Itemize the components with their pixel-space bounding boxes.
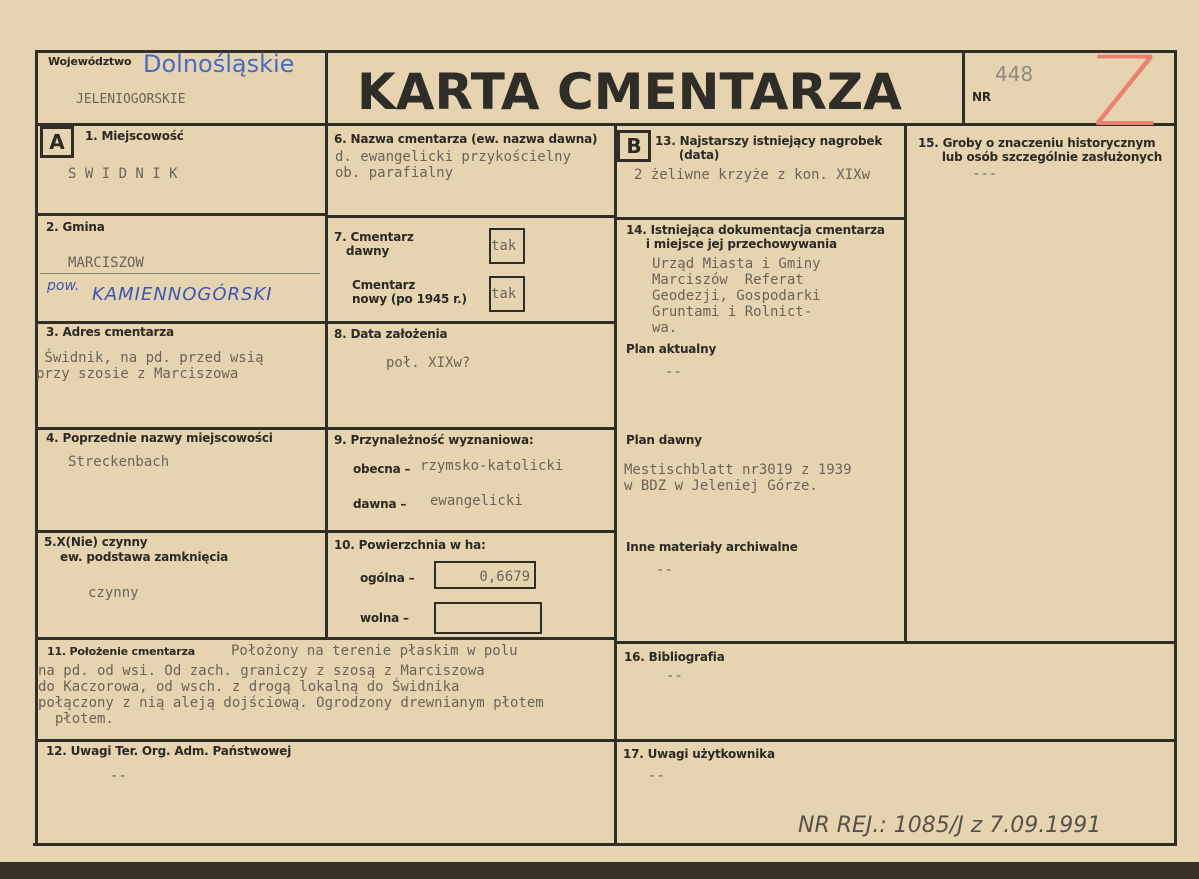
red-mark: Z <box>1092 36 1158 148</box>
field-5-label: 5.X(Nie) czynny <box>44 535 148 549</box>
section-letter-a: A <box>40 126 74 158</box>
field-7-old-value: tak <box>489 228 525 264</box>
field-16-label: 16. Bibliografia <box>624 650 725 664</box>
border-right <box>1174 50 1177 846</box>
nr-label: NR <box>972 90 991 104</box>
nr-pencil: 448 <box>995 62 1034 86</box>
divider <box>614 123 617 845</box>
field-8-label: 8. Data założenia <box>334 327 448 341</box>
plan-current-value: -- <box>665 364 682 380</box>
field-17-value: -- <box>648 768 665 784</box>
plan-old-label: Plan dawny <box>626 433 702 447</box>
field-17-label: 17. Uwagi użytkownika <box>623 747 775 761</box>
field-9-former-label: dawna – <box>353 497 407 511</box>
field-2-label: 2. Gmina <box>46 220 105 234</box>
field-11-label: 11. Położenie cmentarza <box>47 645 195 658</box>
divider <box>615 641 1175 644</box>
field-11-value-first: Położony na terenie płaskim w polu <box>231 643 518 659</box>
field-3-value: Świdnik, na pd. przed wsią przy szosie z Marciszowa <box>36 350 264 382</box>
divider <box>35 637 615 640</box>
section-letter-b: B <box>617 130 651 162</box>
field-3-label: 3. Adres cmentarza <box>46 325 174 339</box>
field-8-value: poł. XIXw? <box>386 355 471 371</box>
field-7-old-label: 7. Cmentarz dawny <box>334 230 414 258</box>
field-13-value: 2 żeliwne krzyże z kon. XIXw <box>634 167 871 183</box>
field-10-free-value <box>434 602 542 634</box>
pow-label: pow. <box>47 278 80 294</box>
other-materials-value: -- <box>656 562 673 578</box>
field-12-label: 12. Uwagi Ter. Org. Adm. Państwowej <box>46 744 292 758</box>
scan-edge <box>0 862 1199 879</box>
field-7-new-value: tak <box>489 276 525 312</box>
other-materials-label: Inne materiały archiwalne <box>626 540 798 554</box>
divider <box>35 123 1177 126</box>
field-1-value: S W I D N I K <box>68 166 178 182</box>
divider <box>904 123 907 643</box>
field-15-value: --- <box>972 166 998 182</box>
field-14-label: 14. Istniejąca dokumentacja cmentarza i miejsce jej przechowywania <box>626 223 885 251</box>
field-9-former-value: ewangelicki <box>430 493 523 509</box>
divider <box>325 50 328 640</box>
plan-current-label: Plan aktualny <box>626 342 717 356</box>
field-12-value: -- <box>110 768 127 784</box>
field-9-label: 9. Przynależność wyznaniowa: <box>334 433 534 447</box>
pow-value: KAMIENNOGÓRSKI <box>92 284 273 305</box>
field-4-label: 4. Poprzednie nazwy miejscowości <box>46 431 273 445</box>
field-7-new-label: Cmentarz nowy (po 1945 r.) <box>352 278 467 306</box>
field-13-label: 13. Najstarszy istniejący nagrobek (data) <box>655 134 883 162</box>
field-16-value: -- <box>666 668 683 684</box>
field-11-value: na pd. od wsi. Od zach. graniczy z szosą z Marciszowa do Kaczorowa, od wsch. z drogą lokalną do Świdnika połączony z nią aleją dojściową. Ogrodzony drewnianym płotem płotem. <box>38 663 544 727</box>
field-10-total-label: ogólna – <box>360 571 415 585</box>
divider <box>35 739 1177 742</box>
divider <box>35 530 615 533</box>
wojewodztwo-stamp: Dolnośląskie <box>143 50 295 78</box>
field-15-label: 15. Groby o znaczeniu historycznym lub osób szczególnie zasłużonych <box>918 136 1163 164</box>
divider <box>615 217 905 220</box>
divider <box>962 50 965 125</box>
divider <box>35 213 325 216</box>
field-6-value: d. ewangelicki przykościelny ob. parafialny <box>335 149 572 181</box>
field-9-current-label: obecna – <box>353 462 411 476</box>
field-14-value: Urząd Miasta i Gminy Marciszów Referat Geodezji, Gospodarki Gruntami i Rolnict- wa. <box>652 256 821 336</box>
field-4-value: Streckenbach <box>68 454 170 470</box>
field-6-label: 6. Nazwa cmentarza (ew. nazwa dawna) <box>334 132 598 146</box>
divider <box>35 321 615 324</box>
plan-old-value: Mestischblatt nr3019 z 1939 w BDZ w Jeleniej Górze. <box>624 462 852 494</box>
field-10-label: 10. Powierzchnia w ha: <box>334 538 486 552</box>
divider <box>35 427 615 430</box>
border-bottom <box>33 843 1177 846</box>
field-9-current-value: rzymsko-katolicki <box>420 458 564 474</box>
field-5-sublabel: ew. podstawa zamknięcia <box>60 550 229 564</box>
field-1-label: 1. Miejscowość <box>85 129 184 143</box>
field-5-value: czynny <box>88 585 139 601</box>
field-10-free-label: wolna – <box>360 611 409 625</box>
page-title: KARTA CMENTARZA <box>357 63 902 121</box>
wojewodztwo-value: JELENIOGORSKIE <box>76 92 186 107</box>
wojewodztwo-label: Województwo <box>48 55 132 68</box>
divider <box>325 215 615 218</box>
underline <box>40 273 320 274</box>
registry-note: NR REJ.: 1085/J z 7.09.1991 <box>798 813 1102 838</box>
field-2-value: MARCISZOW <box>68 255 144 271</box>
field-10-total-value: 0,6679 <box>434 561 536 589</box>
